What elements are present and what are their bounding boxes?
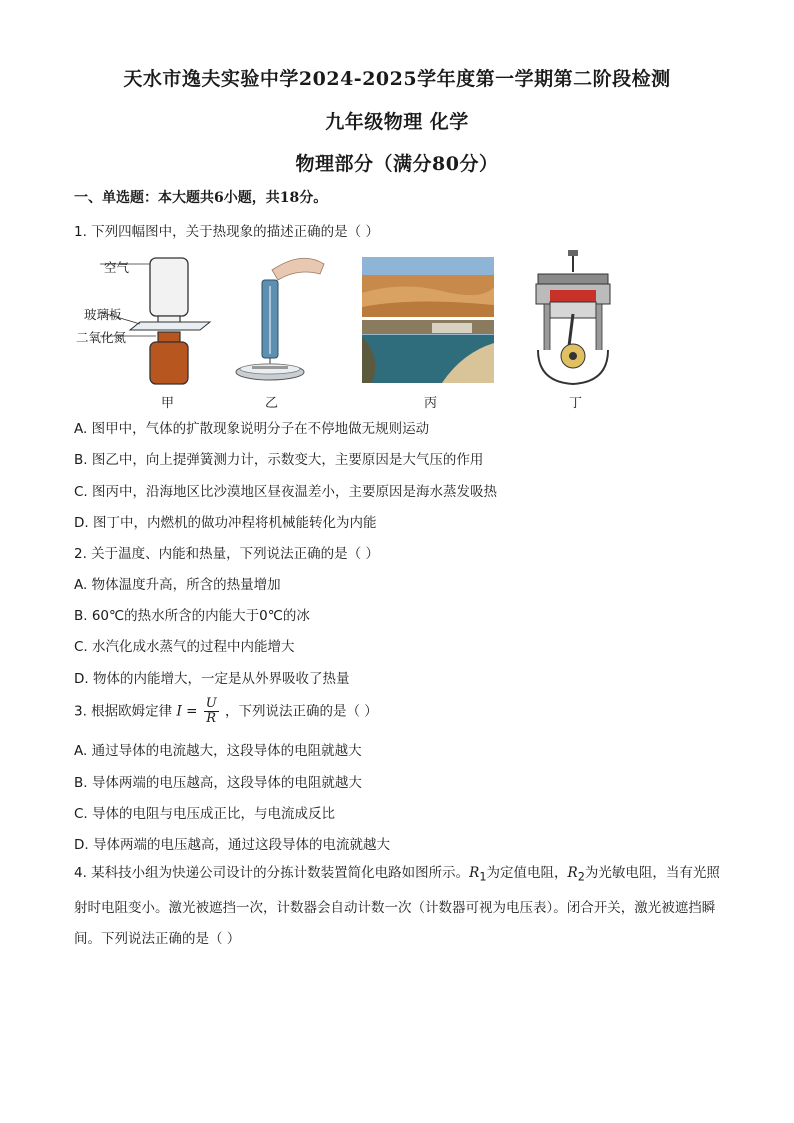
exam-title: 天水市逸夫实验中学2024-2025学年度第一学期第二阶段检测	[123, 68, 671, 90]
q3-formula-fraction	[204, 697, 219, 726]
q2-option-b: B. 60℃的热水所含的内能大于0℃的冰	[74, 608, 310, 624]
q2-stem: 2. 关于温度、内能和热量，下列说法正确的是（ ）	[74, 546, 379, 562]
q3-option-a: A. 通过导体的电流越大，这段导体的电阻就越大	[74, 743, 362, 759]
q1-option-c: C. 图丙中，沿海地区比沙漠地区昼夜温差小，主要原因是海水蒸发吸热	[74, 484, 498, 500]
label-no2: 二氧化氮	[76, 330, 127, 345]
caption-jia: 甲	[161, 396, 175, 411]
q3-stem-pre: 3. 根据欧姆定律	[74, 703, 173, 720]
figure-engine	[528, 250, 618, 390]
q3-formula-lhs: I =	[176, 703, 198, 720]
q4-r1-subscript: 1	[479, 870, 487, 884]
q3-stem-post: ，下列说法正确的是（ ）	[224, 703, 378, 720]
section-title: 物理部分（满分80分）	[295, 153, 499, 175]
label-glass: 玻璃板	[84, 307, 122, 322]
q4-text-3: 为光敏电阻，当有光照射时电阻变小。激光被遮挡一次，计数器会自动计数一次（计数器可视为电压表）。闭合开关，激光被遮挡瞬间。下列说法正确的是（ ）	[74, 865, 720, 947]
q2-option-a: A. 物体温度升高，所含的热量增加	[74, 577, 281, 593]
q2-option-d: D. 物体的内能增大，一定是从外界吸收了热量	[74, 671, 350, 687]
q4-text-1: 4. 某科技小组为快递公司设计的分拣计数装置简化电路如图所示。	[74, 865, 470, 881]
figure-desert-coast	[362, 257, 494, 383]
q2-option-c: C. 水汽化成水蒸气的过程中内能增大	[74, 639, 295, 655]
label-air: 空气	[104, 260, 130, 275]
q1-option-a: A. 图甲中，气体的扩散现象说明分子在不停地做无规则运动	[74, 421, 430, 437]
section-heading: 一、单选题：本大题共6小题，共18分。	[74, 190, 328, 206]
q4-text-2: 为定值电阻，	[486, 865, 568, 881]
q4-stem	[74, 858, 720, 955]
caption-yi: 乙	[265, 396, 279, 411]
q4-r1-symbol: R	[469, 865, 480, 881]
caption-ding: 丁	[569, 396, 583, 411]
q3-option-b: B. 导体两端的电压越高，这段导体的电阻就越大	[74, 775, 362, 791]
exam-subtitle: 九年级物理 化学	[325, 111, 469, 133]
q1-option-d: D. 图丁中，内燃机的做功冲程将机械能转化为内能	[74, 515, 377, 531]
caption-bing: 丙	[424, 396, 438, 411]
q3-formula-denominator: R	[206, 711, 217, 726]
q3-stem	[74, 697, 378, 726]
q3-formula-numerator: U	[205, 696, 217, 711]
q1-stem: 1. 下列四幅图中，关于热现象的描述正确的是（ ）	[74, 224, 379, 240]
q3-option-c: C. 导体的电阻与电压成正比，与电流成反比	[74, 806, 336, 822]
q4-r2-symbol: R	[567, 865, 578, 881]
q1-option-b: B. 图乙中，向上提弹簧测力计，示数变大，主要原因是大气压的作用	[74, 452, 484, 468]
q4-r2-subscript: 2	[577, 870, 585, 884]
q3-option-d: D. 导体两端的电压越高，通过这段导体的电流就越大	[74, 837, 390, 853]
figure-spring-scale	[232, 250, 332, 390]
